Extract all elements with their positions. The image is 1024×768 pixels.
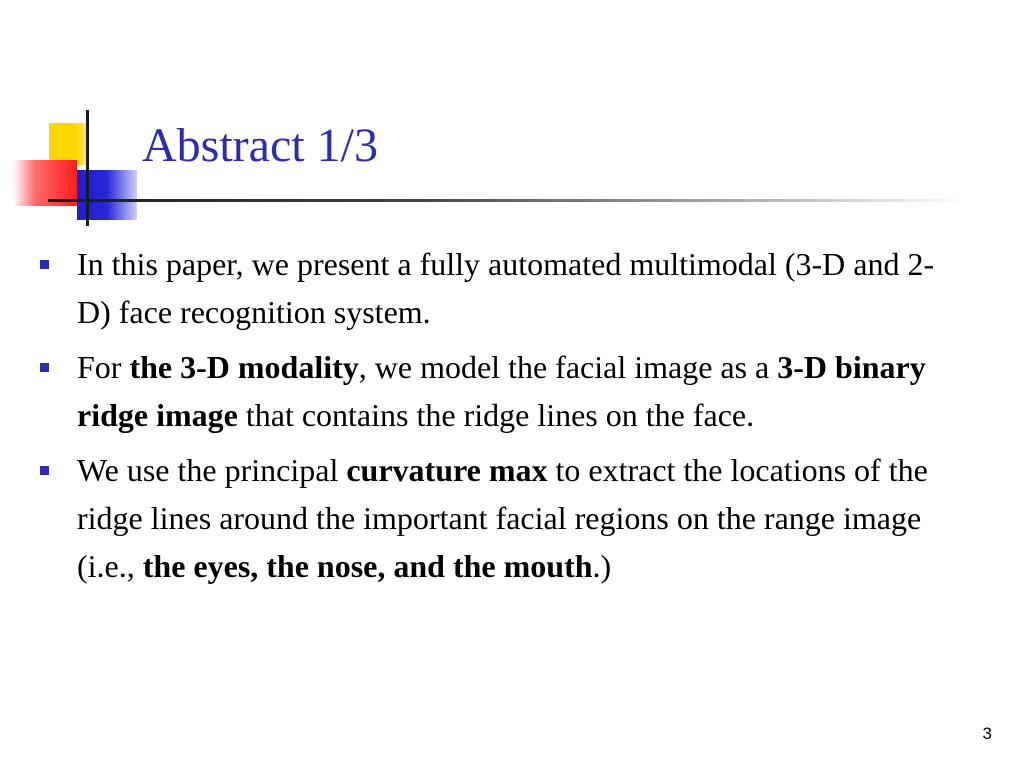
- decor-yellow-square: [49, 123, 87, 165]
- bullet-bold-text: 3-D binary ridge image: [77, 349, 926, 433]
- bullet-text: In this paper, we present a fully automated multimodal (3-D and 2-D) face recognition system.: [77, 246, 935, 330]
- title-underline: [48, 199, 968, 202]
- bullet-text: , we model the facial image as a: [358, 349, 778, 385]
- bullet-item: [40, 240, 960, 336]
- bullet-bold-text: the eyes, the nose, and the mouth: [142, 548, 593, 584]
- decor-vertical-line: [86, 110, 89, 226]
- square-bullet-icon: [40, 363, 49, 372]
- bullet-text: to extract the locations of the ridge lines around the important facial regions on the range image (i.e.,: [77, 452, 928, 584]
- page-number: 3: [982, 724, 992, 743]
- slide-title: Abstract 1/3: [142, 119, 378, 172]
- bullet-text: that contains the ridge lines on the face.: [237, 397, 755, 433]
- bullet-item: [40, 343, 960, 439]
- bullet-text: For: [77, 349, 130, 385]
- bullet-bold-text: curvature max: [346, 452, 548, 488]
- bullet-list: [40, 240, 960, 597]
- square-bullet-icon: [40, 466, 49, 475]
- square-bullet-icon: [40, 260, 49, 269]
- bullet-text: We use the principal: [77, 452, 347, 488]
- bullet-bold-text: the 3-D modality: [129, 349, 359, 385]
- bullet-text: .): [592, 548, 612, 584]
- bullet-item: [40, 446, 960, 590]
